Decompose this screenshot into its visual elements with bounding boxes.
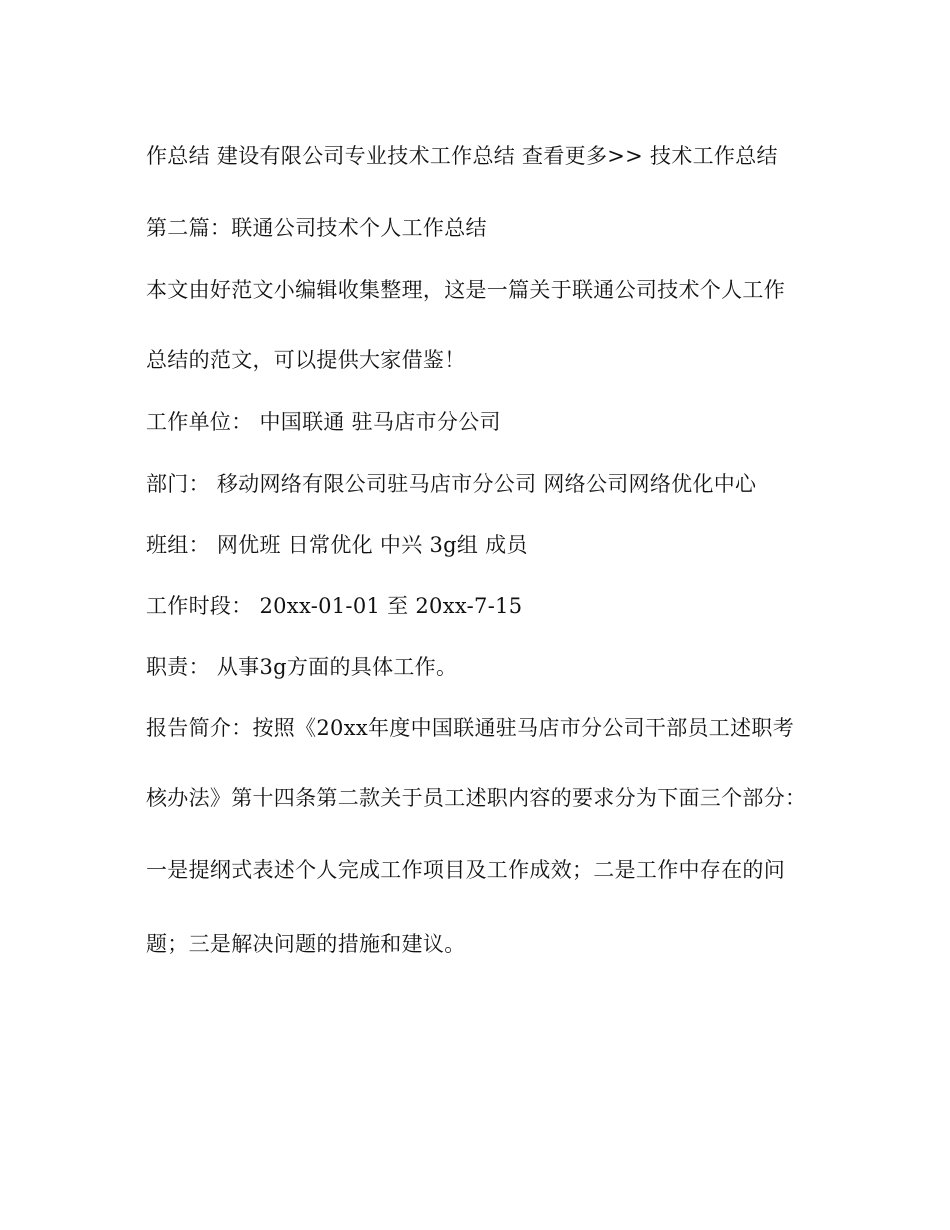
section-heading: 第二篇：联通公司技术个人工作总结: [146, 216, 487, 240]
work-unit-line: 工作单位： 中国联通 驻马店市分公司: [146, 410, 501, 434]
department-line: 部门： 移动网络有限公司驻马店市分公司 网络公司网络优化中心: [146, 472, 757, 496]
text-line-related-links: 作总结 建设有限公司专业技术工作总结 查看更多>> 技术工作总结: [146, 144, 778, 168]
report-summary-line-4: 题；三是解决问题的措施和建议。: [146, 932, 466, 956]
work-period-line: 工作时段： 20xx-01-01 至 20xx-7-15: [146, 594, 523, 618]
report-summary-line-1: 报告简介：按照《20xx年度中国联通驻马店市分公司干部员工述职考: [146, 716, 795, 740]
intro-paragraph-line-1: 本文由好范文小编辑收集整理，这是一篇关于联通公司技术个人工作: [146, 278, 785, 302]
team-line: 班组： 网优班 日常优化 中兴 3g组 成员: [146, 533, 528, 557]
report-summary-line-3: 一是提纲式表述个人完成工作项目及工作成效；二是工作中存在的问: [146, 858, 785, 882]
report-summary-line-2: 核办法》第十四条第二款关于员工述职内容的要求分为下面三个部分：: [146, 786, 807, 810]
duties-line: 职责： 从事3g方面的具体工作。: [146, 655, 458, 679]
intro-paragraph-line-2: 总结的范文，可以提供大家借鉴！: [146, 348, 466, 372]
